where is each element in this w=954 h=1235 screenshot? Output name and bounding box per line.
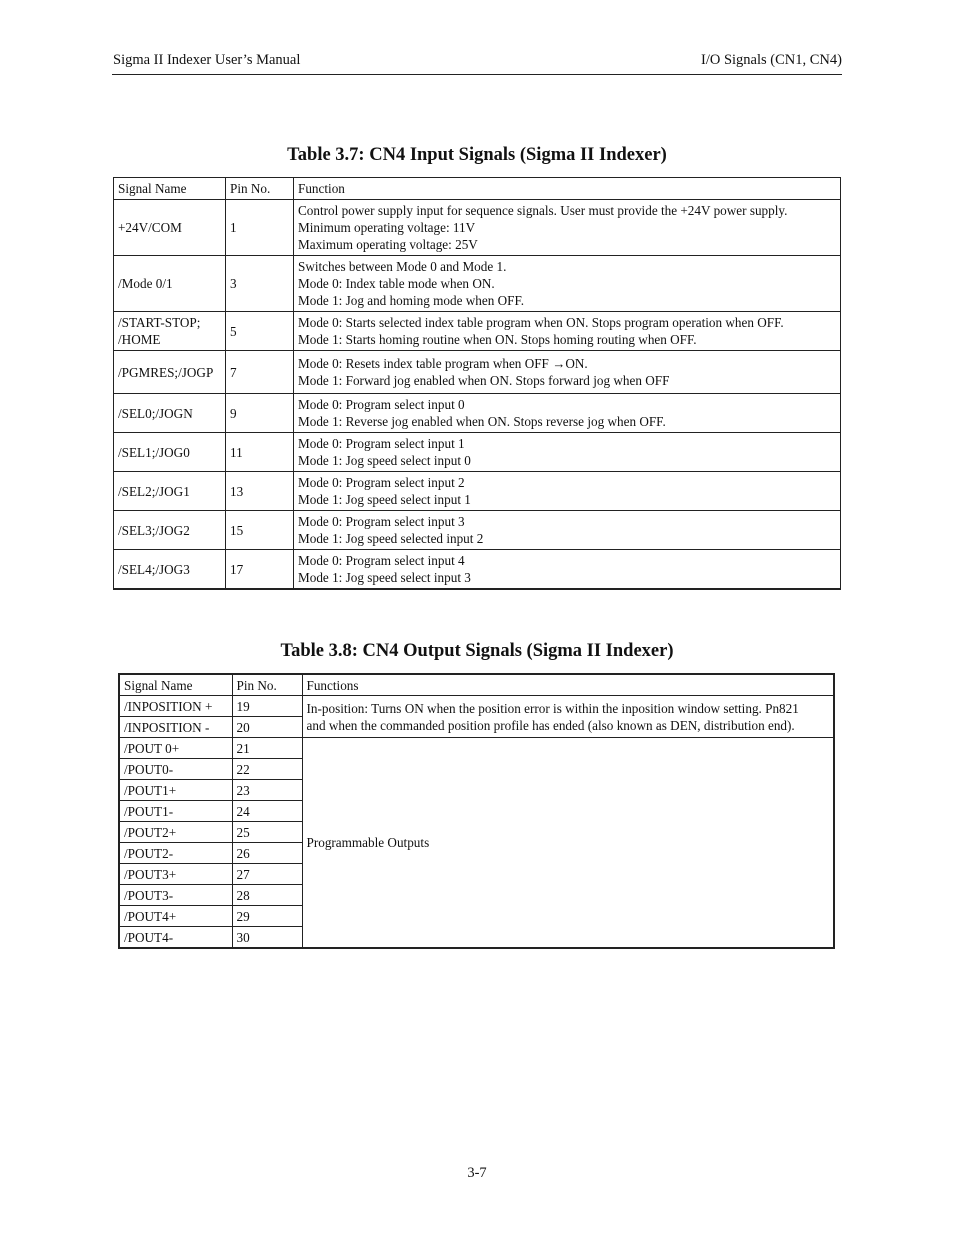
programmable-outputs-cell: Programmable Outputs — [302, 738, 834, 949]
table-row — [114, 312, 841, 351]
header-manual-title: Sigma II Indexer User’s Manual — [113, 52, 301, 68]
function-line: Mode 0: Program select input 3 — [298, 514, 465, 529]
signal-name-cell: /POUT3- — [119, 885, 232, 906]
function-line: Mode 0: Resets index table program when OFF →ON. — [298, 356, 588, 371]
function-cell — [294, 511, 841, 550]
table-row — [114, 351, 841, 394]
function-line: Mode 1: Reverse jog enabled when ON. Stops reverse jog when OFF. — [298, 414, 666, 429]
pin-cell: 1 — [226, 200, 294, 256]
table-row — [119, 738, 834, 759]
header-cell: Pin No. — [232, 674, 302, 696]
table-row — [119, 696, 834, 717]
function-line: Switches between Mode 0 and Mode 1. — [298, 259, 507, 274]
page-number: 3-7 — [467, 1165, 487, 1181]
function-line: Mode 1: Jog speed select input 0 — [298, 453, 471, 468]
signal-name-cell: /POUT4- — [119, 927, 232, 949]
pin-cell: 27 — [232, 864, 302, 885]
function-cell — [294, 256, 841, 312]
pin-cell: 20 — [232, 717, 302, 738]
pin-cell: 22 — [232, 759, 302, 780]
table-row — [114, 394, 841, 433]
function-line: Mode 1: Jog and homing mode when OFF. — [298, 293, 525, 308]
function-line: Mode 1: Jog speed select input 1 — [298, 492, 471, 507]
output-signals-table — [118, 673, 835, 949]
pin-cell: 7 — [226, 351, 294, 394]
function-line: and when the commanded position profile has ended (also known as DEN, distribution end). — [306, 717, 795, 733]
header-cell: Pin No. — [226, 178, 294, 200]
signal-name-cell: /SEL3;/JOG2 — [114, 511, 226, 550]
function-cell — [294, 200, 841, 256]
table1-caption: Table 3.7: CN4 Input Signals (Sigma II Indexer) — [287, 145, 667, 165]
pin-cell: 24 — [232, 801, 302, 822]
signal-name-cell: /SEL1;/JOG0 — [114, 433, 226, 472]
function-line: Mode 1: Starts homing routine when ON. Stops homing routing when OFF. — [298, 332, 697, 347]
function-line: Mode 1: Jog speed selected input 2 — [298, 531, 484, 546]
signal-name-cell: /POUT4+ — [119, 906, 232, 927]
header-cell: Functions — [302, 674, 834, 696]
function-line: Mode 1: Forward jog enabled when ON. Stops forward jog when OFF — [298, 373, 670, 388]
pin-cell: 17 — [226, 550, 294, 590]
signal-name-cell: /POUT3+ — [119, 864, 232, 885]
signal-name-cell: /SEL0;/JOGN — [114, 394, 226, 433]
function-line: In-position: Turns ON when the position error is within the inposition window setting. Pn821 — [306, 700, 799, 716]
signal-name-cell: /Mode 0/1 — [114, 256, 226, 312]
signal-name-cell: /INPOSITION - — [119, 717, 232, 738]
pin-cell: 3 — [226, 256, 294, 312]
input-signals-table — [113, 177, 841, 590]
function-cell — [294, 312, 841, 351]
signal-name-cell — [114, 312, 226, 351]
table-row — [114, 200, 841, 256]
table2-caption: Table 3.8: CN4 Output Signals (Sigma II Indexer) — [280, 641, 674, 661]
signal-name-cell: /SEL4;/JOG3 — [114, 550, 226, 590]
function-line: Mode 0: Program select input 0 — [298, 397, 465, 412]
pin-cell: 9 — [226, 394, 294, 433]
function-line: Mode 0: Program select input 2 — [298, 475, 465, 490]
pin-cell: 26 — [232, 843, 302, 864]
signal-name-cell: /POUT0- — [119, 759, 232, 780]
signal-name-cell: /POUT1+ — [119, 780, 232, 801]
signal-name-cell: /POUT 0+ — [119, 738, 232, 759]
function-line: Minimum operating voltage: 11V — [298, 220, 476, 235]
signal-name-cell: /SEL2;/JOG1 — [114, 472, 226, 511]
signal-name-cell: /POUT2- — [119, 843, 232, 864]
table-header-row — [114, 178, 841, 200]
header-section-title: I/O Signals (CN1, CN4) — [701, 52, 842, 68]
function-cell — [294, 433, 841, 472]
table-header-row — [119, 674, 834, 696]
pin-cell: 11 — [226, 433, 294, 472]
table-row — [114, 433, 841, 472]
pin-cell: 23 — [232, 780, 302, 801]
pin-cell: 19 — [232, 696, 302, 717]
inposition-function-cell — [302, 696, 834, 738]
signal-name-cell: /POUT1- — [119, 801, 232, 822]
pin-cell: 29 — [232, 906, 302, 927]
table-row — [114, 511, 841, 550]
header-cell: Signal Name — [119, 674, 232, 696]
function-cell — [294, 472, 841, 511]
signal-name-cell: /PGMRES;/JOGP — [114, 351, 226, 394]
function-line: Mode 0: Starts selected index table program when ON. Stops program operation when OFF. — [298, 315, 784, 330]
pin-cell: 13 — [226, 472, 294, 511]
pin-cell: 21 — [232, 738, 302, 759]
signal-name-line: /START-STOP; — [118, 315, 201, 330]
signal-name-cell: +24V/COM — [114, 200, 226, 256]
table-row — [114, 256, 841, 312]
table-row — [114, 550, 841, 590]
header-rule — [112, 74, 842, 75]
signal-name-cell: /INPOSITION + — [119, 696, 232, 717]
pin-cell: 25 — [232, 822, 302, 843]
function-line: Mode 0: Program select input 4 — [298, 553, 465, 568]
pin-cell: 5 — [226, 312, 294, 351]
table-row — [114, 472, 841, 511]
pin-cell: 30 — [232, 927, 302, 949]
signal-name-cell: /POUT2+ — [119, 822, 232, 843]
header-cell: Function — [294, 178, 841, 200]
function-line: Mode 1: Jog speed select input 3 — [298, 570, 471, 585]
function-cell — [294, 351, 841, 394]
function-line: Mode 0: Index table mode when ON. — [298, 276, 495, 291]
signal-name-line: /HOME — [118, 332, 161, 347]
function-line: Control power supply input for sequence signals. User must provide the +24V power supply. — [298, 203, 788, 218]
header-cell: Signal Name — [114, 178, 226, 200]
pin-cell: 28 — [232, 885, 302, 906]
function-line: Mode 0: Program select input 1 — [298, 436, 465, 451]
function-cell — [294, 550, 841, 590]
function-line: Maximum operating voltage: 25V — [298, 237, 478, 252]
pin-cell: 15 — [226, 511, 294, 550]
function-cell — [294, 394, 841, 433]
